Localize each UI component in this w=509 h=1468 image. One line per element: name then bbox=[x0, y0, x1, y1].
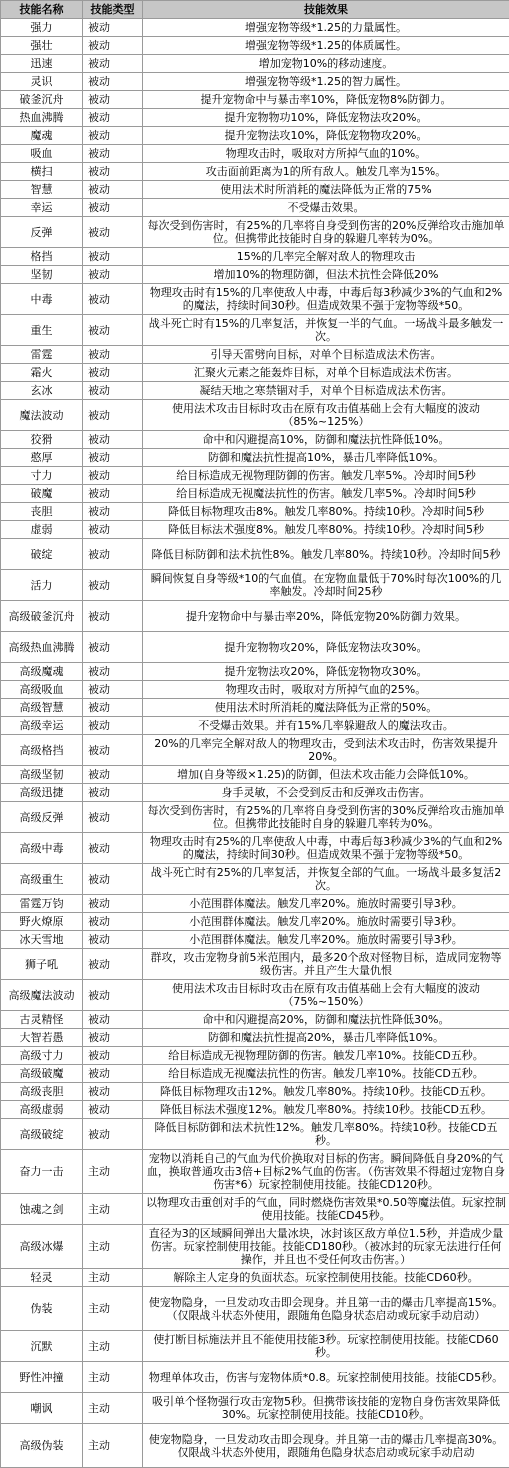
skill-type-cell: 被动 bbox=[83, 913, 143, 931]
skill-effect-cell: 增加宠物10%的移动速度。 bbox=[143, 55, 509, 73]
table-row bbox=[1, 931, 509, 949]
skill-name-cell: 冰天雪地 bbox=[1, 931, 83, 949]
skill-type-cell: 被动 bbox=[83, 766, 143, 784]
skill-effect-cell: 提升宠物法攻20%，降低宠物物攻30%。 bbox=[143, 663, 509, 681]
table-row bbox=[1, 109, 509, 127]
table-row bbox=[1, 73, 509, 91]
skill-name-cell: 寸力 bbox=[1, 467, 83, 485]
skill-effect-cell: 物理单体攻击，伤害与宠物体质*0.8。玩家控制使用技能。技能CD5秒。 bbox=[143, 1362, 509, 1393]
table-row bbox=[1, 699, 509, 717]
skill-name-cell: 高级格挡 bbox=[1, 735, 83, 766]
skill-name-cell: 强壮 bbox=[1, 37, 83, 55]
skill-name-cell: 野性冲撞 bbox=[1, 1362, 83, 1393]
skill-effect-cell: 给目标造成无视魔法抗性的伤害。触发几率5%。冷却时间5秒 bbox=[143, 485, 509, 503]
skill-name-cell: 高级反弹 bbox=[1, 802, 83, 833]
skill-name-cell: 高级破釜沉舟 bbox=[1, 601, 83, 632]
skill-name-cell: 高级破绽 bbox=[1, 1119, 83, 1150]
skill-type-cell: 被动 bbox=[83, 467, 143, 485]
table-row bbox=[1, 400, 509, 431]
skill-effect-cell: 宠物以消耗自己的气血为代价换取对目标的伤害。瞬间降低自身20%的气血，换取普通攻击3倍+目标2%气血的伤害。（伤害效果不得超过宠物自身伤害*6）玩家控制使用技能。技能CD120秒。 bbox=[143, 1150, 509, 1194]
skill-effect-cell: 命中和闪避提高10%，防御和魔法抗性降低10%。 bbox=[143, 431, 509, 449]
skill-type-cell: 被动 bbox=[83, 663, 143, 681]
table-row bbox=[1, 663, 509, 681]
table-row bbox=[1, 1424, 509, 1468]
table-row bbox=[1, 315, 509, 346]
skill-effect-cell: 以物理攻击重创对手的气血，同时燃烧伤害效果*0.50等魔法值。玩家控制使用技能。技能CD45秒。 bbox=[143, 1194, 509, 1225]
skill-type-cell: 主动 bbox=[83, 1225, 143, 1269]
skill-type-cell: 被动 bbox=[83, 382, 143, 400]
table-row bbox=[1, 1047, 509, 1065]
skill-name-cell: 灵识 bbox=[1, 73, 83, 91]
skill-effect-cell: 小范围群体魔法。触发几率20%。施放时需要引导3秒。 bbox=[143, 931, 509, 949]
skill-effect-cell: 15%的几率完全解对敌人的物理攻击 bbox=[143, 248, 509, 266]
table-row bbox=[1, 539, 509, 570]
skill-name-cell: 高级冰爆 bbox=[1, 1225, 83, 1269]
table-row bbox=[1, 199, 509, 217]
skill-type-cell: 被动 bbox=[83, 1011, 143, 1029]
skill-type-cell: 主动 bbox=[83, 1424, 143, 1468]
table-row bbox=[1, 91, 509, 109]
table-row bbox=[1, 1011, 509, 1029]
table-row bbox=[1, 55, 509, 73]
skill-type-cell: 被动 bbox=[83, 346, 143, 364]
table-row bbox=[1, 19, 509, 37]
skill-type-cell: 被动 bbox=[83, 73, 143, 91]
table-row bbox=[1, 717, 509, 735]
skill-effect-cell: 降低目标防御和法术抗性8%。触发几率80%。持续10秒。冷却时间5秒 bbox=[143, 539, 509, 570]
skill-effect-cell: 降低目标防御和法术抗性12%。触发几率80%。持续10秒。技能CD五秒。 bbox=[143, 1119, 509, 1150]
skill-effect-cell: 小范围群体魔法。触发几率20%。施放时需要引导3秒。 bbox=[143, 913, 509, 931]
skill-name-cell: 高级热血沸腾 bbox=[1, 632, 83, 663]
skill-type-cell: 被动 bbox=[83, 802, 143, 833]
skill-type-cell: 被动 bbox=[83, 449, 143, 467]
table-row bbox=[1, 127, 509, 145]
skill-name-cell: 高级寸力 bbox=[1, 1047, 83, 1065]
skill-type-cell: 被动 bbox=[83, 127, 143, 145]
skill-effect-cell: 使宠物隐身，一旦发动攻击即会现身。并且第一击的爆击几率提高15%。（仅限战斗状态外使用，跟随角色隐身状态启动或玩家手动启动） bbox=[143, 1287, 509, 1331]
skill-name-cell: 轻灵 bbox=[1, 1269, 83, 1287]
skill-type-cell: 被动 bbox=[83, 284, 143, 315]
skill-type-cell: 主动 bbox=[83, 1287, 143, 1331]
table-row bbox=[1, 382, 509, 400]
skill-type-cell: 被动 bbox=[83, 895, 143, 913]
table-row bbox=[1, 1065, 509, 1083]
skill-type-cell: 被动 bbox=[83, 55, 143, 73]
skill-effect-cell: 解除主人定身的负面状态。玩家控制使用技能。技能CD60秒。 bbox=[143, 1269, 509, 1287]
skill-effect-cell: 防御和魔法抗性提高10%，暴击几率降低10%。 bbox=[143, 449, 509, 467]
skill-name-cell: 虚弱 bbox=[1, 521, 83, 539]
table-row bbox=[1, 766, 509, 784]
skill-name-cell: 幸运 bbox=[1, 199, 83, 217]
skill-type-cell: 被动 bbox=[83, 833, 143, 864]
skill-name-cell: 狮子吼 bbox=[1, 949, 83, 980]
skill-type-cell: 被动 bbox=[83, 400, 143, 431]
skill-name-cell: 破釜沉舟 bbox=[1, 91, 83, 109]
skill-name-cell: 古灵精怪 bbox=[1, 1011, 83, 1029]
skill-type-cell: 被动 bbox=[83, 570, 143, 601]
skill-name-cell: 破绽 bbox=[1, 539, 83, 570]
header-skill-type: 技能类型 bbox=[83, 1, 143, 19]
skill-name-cell: 憨厚 bbox=[1, 449, 83, 467]
skill-effect-cell: 降低目标物理攻击8%。触发几率80%。持续10秒。冷却时间5秒 bbox=[143, 503, 509, 521]
skill-type-cell: 被动 bbox=[83, 1119, 143, 1150]
skill-type-cell: 被动 bbox=[83, 199, 143, 217]
table-row bbox=[1, 1269, 509, 1287]
skill-type-cell: 被动 bbox=[83, 949, 143, 980]
skill-name-cell: 伪装 bbox=[1, 1287, 83, 1331]
table-row bbox=[1, 895, 509, 913]
skill-effect-cell: 提升宠物物功10%，降低宠物法攻20%。 bbox=[143, 109, 509, 127]
table-row bbox=[1, 431, 509, 449]
skill-effect-cell: 物理攻击时有25%的几率使敌人中毒，中毒后每3秒减少3%的气血和2%的魔法，持续时间30秒。但造成效果不强于宠物等级*50。 bbox=[143, 833, 509, 864]
skill-name-cell: 高级吸血 bbox=[1, 681, 83, 699]
skill-effect-cell: 增强宠物等级*1.25的体质属性。 bbox=[143, 37, 509, 55]
skill-effect-cell: 瞬间恢复自身等级*10的气血值。在宠物血量低于70%时每次100%的几率触发。冷却时间25秒 bbox=[143, 570, 509, 601]
skill-name-cell: 玄冰 bbox=[1, 382, 83, 400]
skill-effect-cell: 使宠物隐身，一旦发动攻击即会现身。并且第一击的爆击几率提高30%。仅限战斗状态外使用，跟随角色隐身状态启动或玩家手动启动 bbox=[143, 1424, 509, 1468]
skill-type-cell: 被动 bbox=[83, 735, 143, 766]
skill-effect-cell: 增加(自身等级×1.25)的防御，但法术攻击能力会降低10%。 bbox=[143, 766, 509, 784]
skill-name-cell: 丧胆 bbox=[1, 503, 83, 521]
skill-type-cell: 被动 bbox=[83, 485, 143, 503]
skill-name-cell: 高级伪装 bbox=[1, 1424, 83, 1468]
skill-name-cell: 重生 bbox=[1, 315, 83, 346]
skill-type-cell: 被动 bbox=[83, 539, 143, 570]
skill-name-cell: 反弹 bbox=[1, 217, 83, 248]
skill-type-cell: 被动 bbox=[83, 601, 143, 632]
skill-name-cell: 魔法波动 bbox=[1, 400, 83, 431]
skill-type-cell: 被动 bbox=[83, 1029, 143, 1047]
table-row bbox=[1, 364, 509, 382]
skill-name-cell: 嘲讽 bbox=[1, 1393, 83, 1424]
table-row bbox=[1, 181, 509, 199]
skill-type-cell: 被动 bbox=[83, 364, 143, 382]
table-row bbox=[1, 163, 509, 181]
skill-name-cell: 格挡 bbox=[1, 248, 83, 266]
skill-name-cell: 霜火 bbox=[1, 364, 83, 382]
skill-type-cell: 被动 bbox=[83, 431, 143, 449]
table-row bbox=[1, 37, 509, 55]
skill-type-cell: 被动 bbox=[83, 681, 143, 699]
table-row bbox=[1, 248, 509, 266]
skill-effect-cell: 战斗死亡时有25%的几率复活，并恢复全部的气血。一场战斗最多复活2次。 bbox=[143, 864, 509, 895]
skill-type-cell: 被动 bbox=[83, 632, 143, 663]
skill-effect-cell: 提升宠物命中与暴击率20%，降低宠物20%防御力效果。 bbox=[143, 601, 509, 632]
skill-name-cell: 高级迅捷 bbox=[1, 784, 83, 802]
table-row bbox=[1, 1287, 509, 1331]
skill-type-cell: 被动 bbox=[83, 1101, 143, 1119]
skill-name-cell: 野火燎原 bbox=[1, 913, 83, 931]
table-row bbox=[1, 913, 509, 931]
skill-type-cell: 主动 bbox=[83, 1194, 143, 1225]
table-row bbox=[1, 1083, 509, 1101]
skill-effect-cell: 群攻，攻击宠物身前5米范围内，最多20个敌对怪物目标，造成同宠物等级伤害。并且产生大量仇恨 bbox=[143, 949, 509, 980]
skills-table-body bbox=[1, 19, 509, 1468]
table-row bbox=[1, 1150, 509, 1194]
skill-name-cell: 奋力一击 bbox=[1, 1150, 83, 1194]
skill-type-cell: 被动 bbox=[83, 217, 143, 248]
skill-effect-cell: 增加10%的物理防御，但法术抗性会降低20% bbox=[143, 266, 509, 284]
skill-type-cell: 主动 bbox=[83, 1269, 143, 1287]
skill-type-cell: 主动 bbox=[83, 1393, 143, 1424]
skill-effect-cell: 提升宠物法攻10%，降低宠物物攻20%。 bbox=[143, 127, 509, 145]
skill-name-cell: 高级魔魂 bbox=[1, 663, 83, 681]
skill-effect-cell: 使用法术攻击目标时攻击在原有攻击值基础上会有大幅度的波动（75%~150%） bbox=[143, 980, 509, 1011]
skill-type-cell: 被动 bbox=[83, 315, 143, 346]
skill-type-cell: 被动 bbox=[83, 266, 143, 284]
table-row bbox=[1, 1362, 509, 1393]
table-row bbox=[1, 949, 509, 980]
table-row bbox=[1, 503, 509, 521]
table-row bbox=[1, 1331, 509, 1362]
table-row bbox=[1, 570, 509, 601]
table-row bbox=[1, 833, 509, 864]
skill-effect-cell: 防御和魔法抗性提高20%，暴击几率降低10%。 bbox=[143, 1029, 509, 1047]
skill-effect-cell: 不受爆击效果。 bbox=[143, 199, 509, 217]
table-row bbox=[1, 864, 509, 895]
skill-effect-cell: 使用法术时所消耗的魔法降低为正常的50%。 bbox=[143, 699, 509, 717]
table-row bbox=[1, 521, 509, 539]
skill-type-cell: 主动 bbox=[83, 1150, 143, 1194]
skill-name-cell: 高级重生 bbox=[1, 864, 83, 895]
skill-effect-cell: 凝结天地之寒禁锢对手，对单个目标造成法术伤害。 bbox=[143, 382, 509, 400]
skill-effect-cell: 物理攻击时有15%的几率使敌人中毒，中毒后每3秒减少3%的气血和2%的魔法，持续时间30秒。但造成效果不强于宠物等级*50。 bbox=[143, 284, 509, 315]
skill-effect-cell: 给目标造成无视物理防御的伤害。触发几率5%。冷却时间5秒 bbox=[143, 467, 509, 485]
skill-type-cell: 被动 bbox=[83, 931, 143, 949]
skill-type-cell: 被动 bbox=[83, 699, 143, 717]
skill-type-cell: 被动 bbox=[83, 980, 143, 1011]
skill-effect-cell: 汇聚火元素之能轰炸目标，对单个目标造成法术伤害。 bbox=[143, 364, 509, 382]
skill-name-cell: 热血沸腾 bbox=[1, 109, 83, 127]
table-row bbox=[1, 1119, 509, 1150]
skill-effect-cell: 使打断目标施法并且不能使用技能3秒。玩家控制使用技能。技能CD60秒。 bbox=[143, 1331, 509, 1362]
table-row bbox=[1, 145, 509, 163]
skill-type-cell: 被动 bbox=[83, 181, 143, 199]
skill-name-cell: 魔魂 bbox=[1, 127, 83, 145]
skill-effect-cell: 引导天雷劈向目标，对单个目标造成法术伤害。 bbox=[143, 346, 509, 364]
skill-type-cell: 被动 bbox=[83, 864, 143, 895]
skill-effect-cell: 增强宠物等级*1.25的智力属性。 bbox=[143, 73, 509, 91]
skill-name-cell: 雷霆 bbox=[1, 346, 83, 364]
table-row bbox=[1, 681, 509, 699]
skill-effect-cell: 小范围群体魔法。触发几率20%。施放时需要引导3秒。 bbox=[143, 895, 509, 913]
skill-effect-cell: 直径为3的区域瞬间弹出大量冰块，冰封该区敌方单位1.5秒，并造成少量伤害。玩家控制使用技能。技能CD180秒。（被冰封的玩家无法进行任何操作，并且也不受任何攻击伤害。） bbox=[143, 1225, 509, 1269]
table-row bbox=[1, 601, 509, 632]
skill-type-cell: 被动 bbox=[83, 19, 143, 37]
skill-type-cell: 被动 bbox=[83, 1083, 143, 1101]
table-row bbox=[1, 1393, 509, 1424]
table-row bbox=[1, 1101, 509, 1119]
skill-name-cell: 高级丧胆 bbox=[1, 1083, 83, 1101]
skill-type-cell: 被动 bbox=[83, 521, 143, 539]
skill-name-cell: 高级虚弱 bbox=[1, 1101, 83, 1119]
skill-effect-cell: 降低目标物理攻击12%。触发几率80%。持续10秒。技能CD五秒。 bbox=[143, 1083, 509, 1101]
skill-name-cell: 坚韧 bbox=[1, 266, 83, 284]
skill-name-cell: 蚀魂之剑 bbox=[1, 1194, 83, 1225]
table-row bbox=[1, 346, 509, 364]
skill-type-cell: 被动 bbox=[83, 248, 143, 266]
skill-type-cell: 被动 bbox=[83, 37, 143, 55]
table-row bbox=[1, 284, 509, 315]
skill-effect-cell: 给目标造成无视物理防御的伤害。触发几率10%。技能CD五秒。 bbox=[143, 1047, 509, 1065]
skill-name-cell: 高级破魔 bbox=[1, 1065, 83, 1083]
skill-effect-cell: 提升宠物物攻20%，降低宠物法攻30%。 bbox=[143, 632, 509, 663]
skill-effect-cell: 身手灵敏，不会受到反击和反弹攻击伤害。 bbox=[143, 784, 509, 802]
skill-effect-cell: 物理攻击时，吸取对方所掉气血的10%。 bbox=[143, 145, 509, 163]
table-row bbox=[1, 1029, 509, 1047]
header-skill-effect: 技能效果 bbox=[143, 1, 509, 19]
table-row bbox=[1, 485, 509, 503]
table-row bbox=[1, 449, 509, 467]
skill-effect-cell: 每次受到伤害时，有25%的几率将自身受到伤害的30%反弹给攻击施加单位。但携带此技能时自身的躲避几率转为0%。 bbox=[143, 802, 509, 833]
skill-type-cell: 被动 bbox=[83, 1047, 143, 1065]
header-row bbox=[1, 1, 509, 19]
skill-type-cell: 被动 bbox=[83, 503, 143, 521]
header-skill-name: 技能名称 bbox=[1, 1, 83, 19]
skill-effect-cell: 降低目标法术强度8%。触发几率80%。持续10秒。冷却时间5秒 bbox=[143, 521, 509, 539]
skill-type-cell: 被动 bbox=[83, 717, 143, 735]
skill-name-cell: 高级智慧 bbox=[1, 699, 83, 717]
skill-effect-cell: 物理攻击时，吸取对方所掉气血的25%。 bbox=[143, 681, 509, 699]
skill-effect-cell: 攻击面前距离为1的所有敌人。触发几率为15%。 bbox=[143, 163, 509, 181]
table-row bbox=[1, 467, 509, 485]
skill-type-cell: 被动 bbox=[83, 109, 143, 127]
skill-name-cell: 狡猾 bbox=[1, 431, 83, 449]
table-row bbox=[1, 217, 509, 248]
skill-name-cell: 强力 bbox=[1, 19, 83, 37]
skill-effect-cell: 提升宠物命中与暴击率10%，降低宠物8%防御力。 bbox=[143, 91, 509, 109]
skill-name-cell: 高级中毒 bbox=[1, 833, 83, 864]
skill-name-cell: 迅速 bbox=[1, 55, 83, 73]
skill-effect-cell: 命中和闪避提高20%，防御和魔法抗性降低30%。 bbox=[143, 1011, 509, 1029]
skill-type-cell: 被动 bbox=[83, 163, 143, 181]
skill-effect-cell: 使用法术时所消耗的魔法降低为正常的75% bbox=[143, 181, 509, 199]
skill-effect-cell: 增强宠物等级*1.25的力量属性。 bbox=[143, 19, 509, 37]
table-row bbox=[1, 1194, 509, 1225]
table-row bbox=[1, 802, 509, 833]
table-row bbox=[1, 784, 509, 802]
skill-name-cell: 活力 bbox=[1, 570, 83, 601]
skill-effect-cell: 降低目标法术强度12%。触发几率80%。持续10秒。技能CD五秒。 bbox=[143, 1101, 509, 1119]
skill-name-cell: 吸血 bbox=[1, 145, 83, 163]
skill-name-cell: 沉默 bbox=[1, 1331, 83, 1362]
skill-effect-cell: 使用法术攻击目标时攻击在原有攻击值基础上会有大幅度的波动（85%~125%） bbox=[143, 400, 509, 431]
skill-effect-cell: 吸引单个怪物强行攻击宠物5秒。但携带该技能的宠物自身伤害效果降低30%。玩家控制使用技能。技能CD10秒。 bbox=[143, 1393, 509, 1424]
skill-type-cell: 主动 bbox=[83, 1331, 143, 1362]
skill-type-cell: 被动 bbox=[83, 91, 143, 109]
skill-type-cell: 主动 bbox=[83, 1362, 143, 1393]
skill-effect-cell: 每次受到伤害时，有25%的几率将自身受到伤害的20%反弹给攻击施加单位。但携带此技能时自身的躲避几率转为0%。 bbox=[143, 217, 509, 248]
table-row bbox=[1, 980, 509, 1011]
skill-effect-cell: 不受爆击效果。并有15%几率躲避敌人的魔法攻击。 bbox=[143, 717, 509, 735]
table-row bbox=[1, 632, 509, 663]
skill-type-cell: 被动 bbox=[83, 1065, 143, 1083]
skill-effect-cell: 给目标造成无视魔法抗性的伤害。触发几率10%。技能CD五秒。 bbox=[143, 1065, 509, 1083]
skill-effect-cell: 20%的几率完全解对敌人的物理攻击，受到法术攻击时，伤害效果提升20%。 bbox=[143, 735, 509, 766]
skill-effect-cell: 战斗死亡时有15%的几率复活，并恢复一半的气血。一场战斗最多触发一次。 bbox=[143, 315, 509, 346]
skill-name-cell: 智慧 bbox=[1, 181, 83, 199]
skill-name-cell: 雷霆万钧 bbox=[1, 895, 83, 913]
table-row bbox=[1, 1225, 509, 1269]
skill-name-cell: 大智若愚 bbox=[1, 1029, 83, 1047]
table-row bbox=[1, 266, 509, 284]
skill-name-cell: 中毒 bbox=[1, 284, 83, 315]
skill-type-cell: 被动 bbox=[83, 145, 143, 163]
skill-name-cell: 高级坚韧 bbox=[1, 766, 83, 784]
skill-name-cell: 破魔 bbox=[1, 485, 83, 503]
skill-name-cell: 高级魔法波动 bbox=[1, 980, 83, 1011]
skill-name-cell: 高级幸运 bbox=[1, 717, 83, 735]
skill-name-cell: 横扫 bbox=[1, 163, 83, 181]
table-row bbox=[1, 735, 509, 766]
skill-type-cell: 被动 bbox=[83, 784, 143, 802]
